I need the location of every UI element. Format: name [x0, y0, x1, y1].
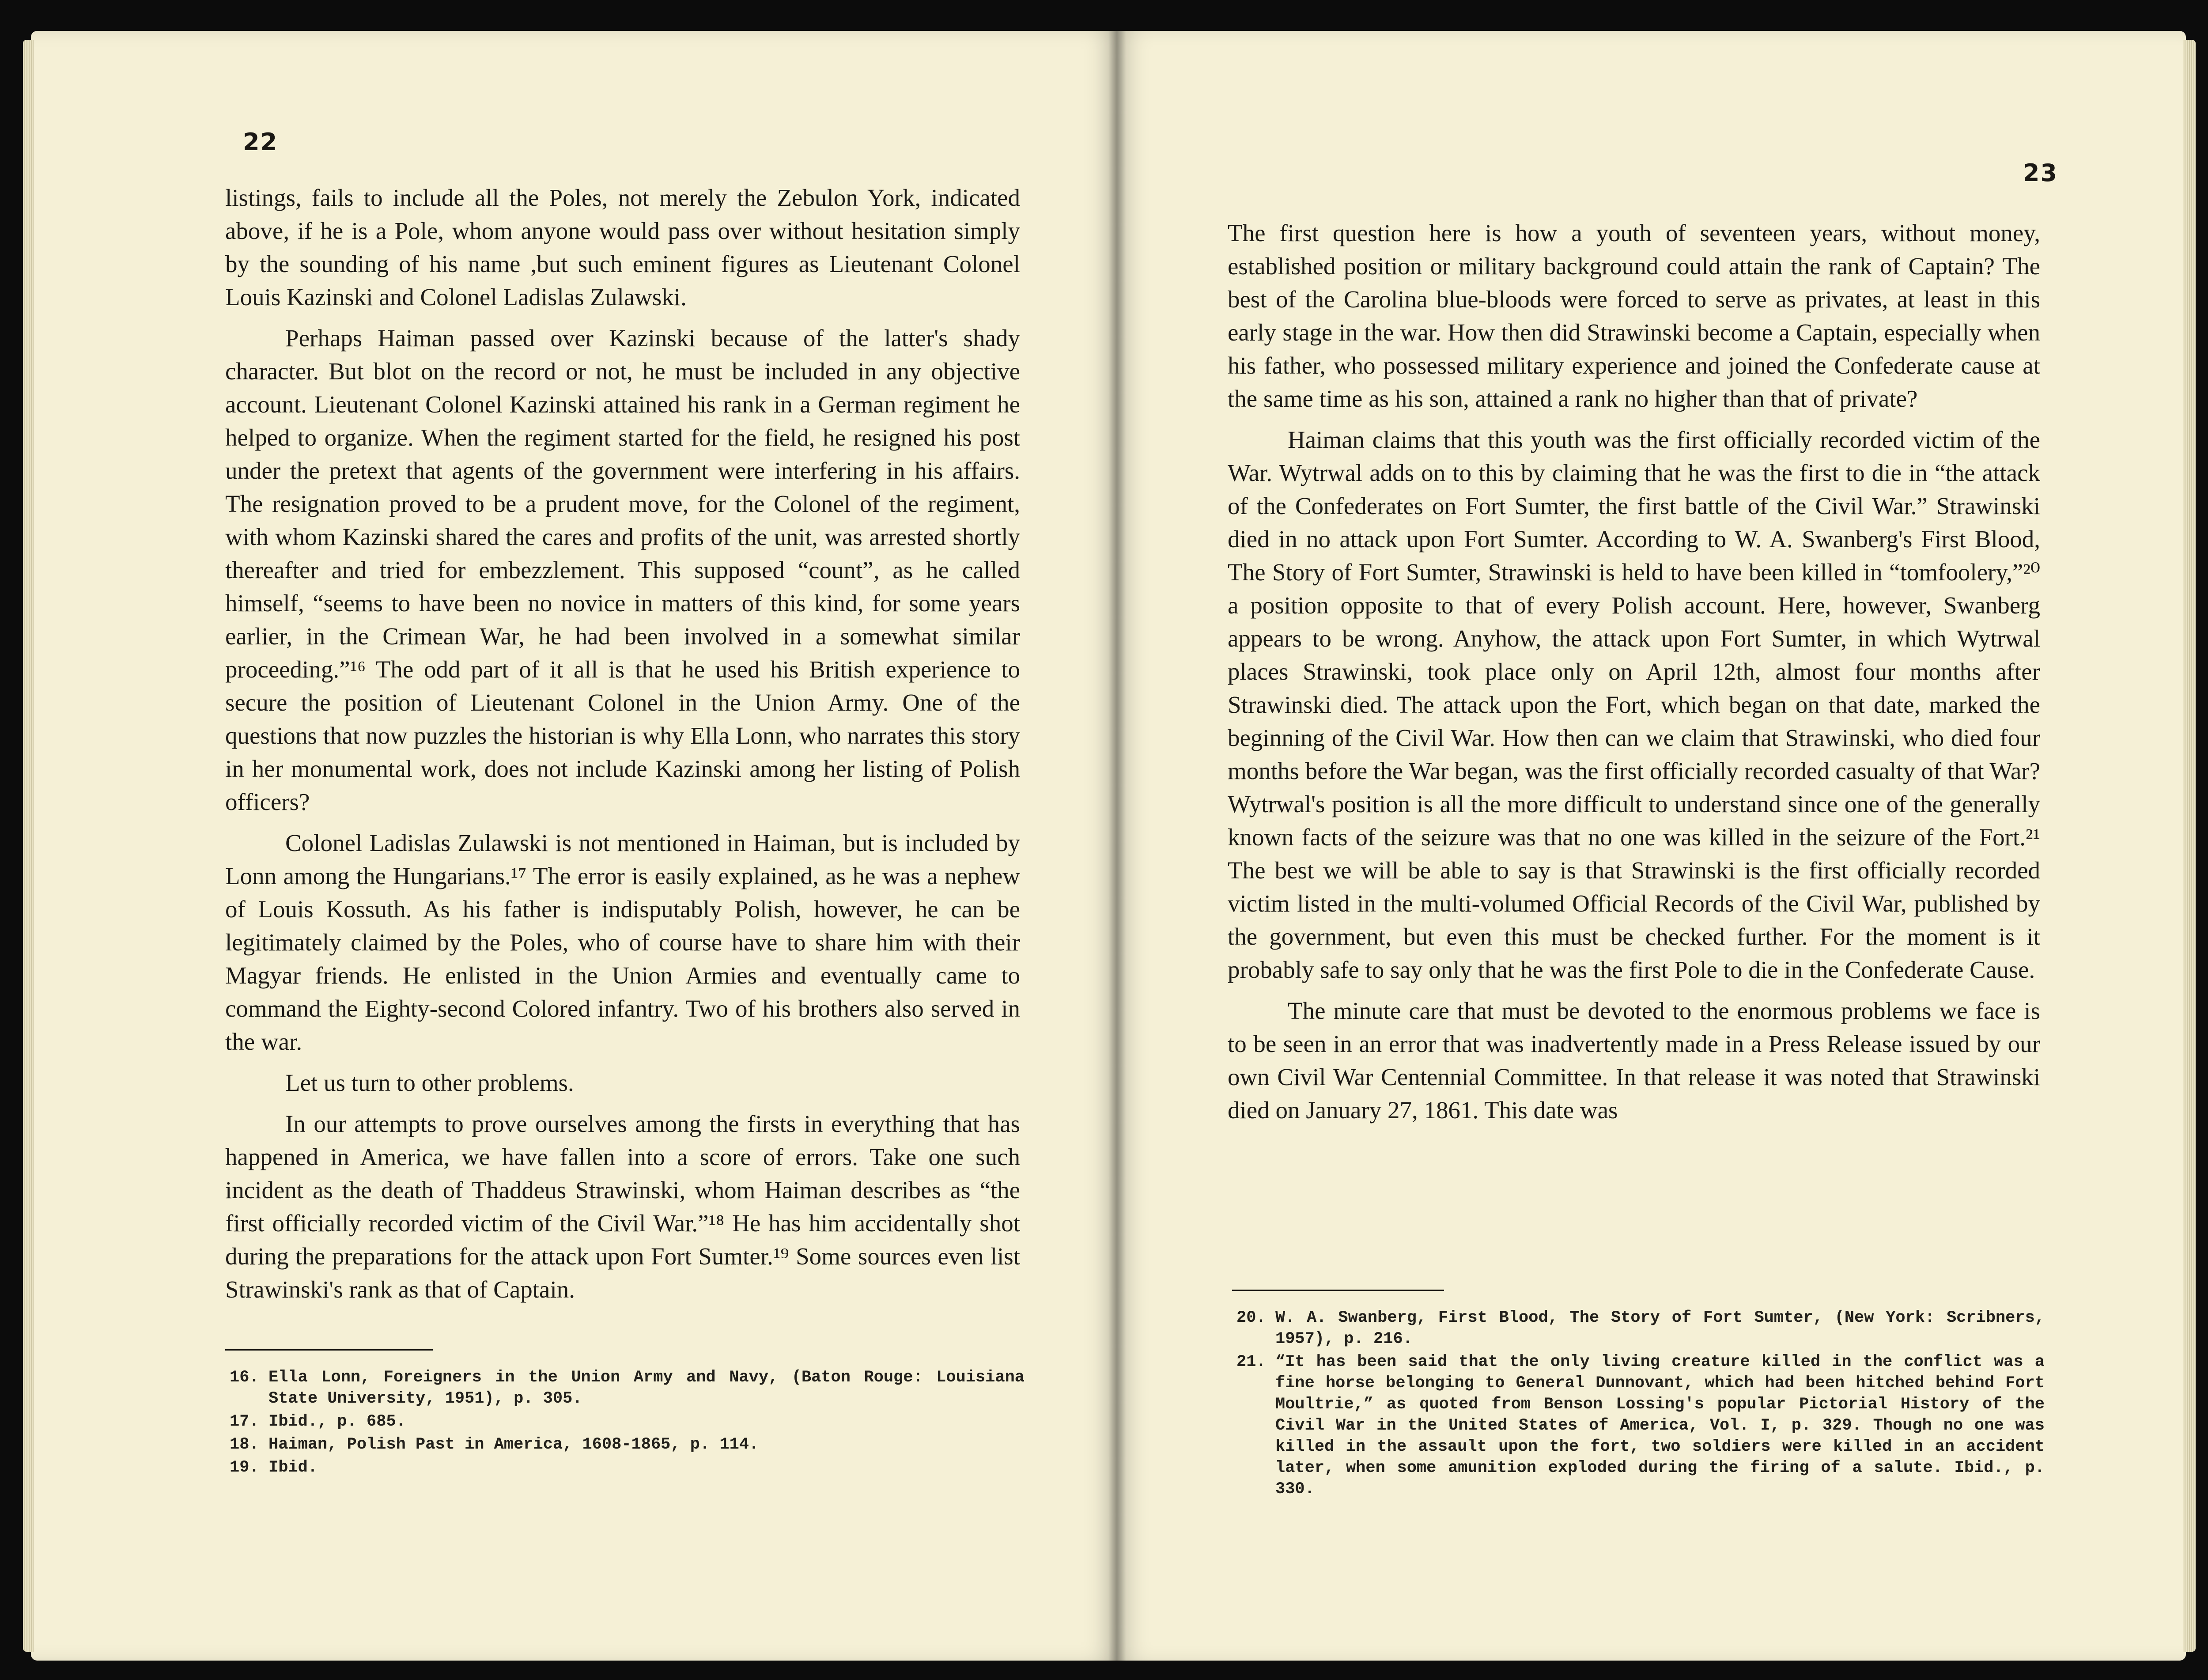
footnote: 19. Ibid. [230, 1458, 318, 1477]
paragraph: Colonel Ladislas Zulawski is not mentioned in Haiman, but is included by Lonn among the Hungarians.¹⁷ The error is easily explained, as he was a nephew of Louis Kossuth. As his father is indisputably Polish, however, he can be legitimately claimed by the Poles, who of course have to share him with their Magyar friends. He enlisted in the Union Armies and eventually came to command the Eighty-second Colored infantry. Two of his brothers also served in the war. [225, 829, 1020, 1055]
footnote: 17. Ibid., p. 685. [230, 1412, 406, 1431]
page-number-right: 23 [2023, 159, 2058, 187]
paragraph: The first question here is how a youth of seventeen years, without money, established position or military background could attain the rank of Captain? The best of the Carolina blue-bloods were forced to serve as privates, at least in this early stage in the war. How then did Strawinski become a Captain, especially when his father, who possessed military experience and joined the Confederate cause at the same time as his son, attained a rank no higher than that of private? [1228, 219, 2040, 412]
right-page [1117, 31, 2186, 1661]
paragraph: Haiman claims that this youth was the first officially recorded victim of the War. Wytrwal adds on to this by claiming that he was the first to die in “the attack of the Confederates on Fort Sumter, the first battle of the Civil War.” Strawinski died in no attack upon Fort Sumter. According to W. A. Swanberg's First Blood, The Story of Fort Sumter, Strawinski is held to have been killed in “tomfoolery,”²⁰ a position opposite to that of every Polish account. Here, however, Swanberg appears to be wrong. Anyhow, the attack upon Fort Sumter, in which Wytrwal places Strawinski, took place only on April 12th, almost four months after Strawinski died. The attack upon the Fort, which began on that date, marked the beginning of the Civil War. How then can we claim that Strawinski, who died four months before the War began, was the first officially recorded casualty of that War? Wytrwal's position is all the more difficult to understand since one of the generally known facts of the seizure was that no one was killed in the seizure of the Fort.²¹ The best we will be able to say is that Strawinski is the first officially recorded victim listed in the multi-volumed Official Records of the Civil War, published by the government, but even this must be checked further. For the moment is it probably safe to say only that he was the first Pole to die in the Confederate Cause. [1228, 426, 2040, 983]
right-page-edges [2183, 40, 2196, 1652]
left-page-edges [23, 40, 34, 1652]
left-footnotes [230, 1367, 1025, 1480]
footnote: 21. “It has been said that the only living creature killed in the conflict was a fine horse belonging to General Dunnovant, which had been hitched behind Fort Moultrie,” as quoted from Benson Lossing's popular Pictorial History of the Civil War in the United States of America, Vol. I, p. 329. Though no one was killed in the assault upon the fort, two soldiers were killed in an accident later, when some amunition exploded during the firing of a salute. Ibid., p. 330. [1236, 1353, 2045, 1498]
right-footnotes [1236, 1307, 2045, 1502]
footnote: 20. W. A. Swanberg, First Blood, The Story of Fort Sumter, (New York: Scribners, 1957), p. 216. [1236, 1309, 2045, 1348]
paragraph: In our attempts to prove ourselves among the firsts in everything that has happened in America, we have fallen into a score of errors. Take one such incident as the death of Thaddeus Strawinski, whom Haiman describes as “the first officially recorded victim of the Civil War.”¹⁸ He has him accidentally shot during the preparations for the attack upon Fort Sumter.¹⁹ Some sources even list Strawinski's rank as that of Captain. [225, 1110, 1020, 1303]
page-number-left: 22 [243, 128, 278, 156]
footnote: 18. Haiman, Polish Past in America, 1608-1865, p. 114. [230, 1435, 759, 1454]
paragraph: The minute care that must be devoted to the enormous problems we face is to be seen in an error that was inadvertently made in a Press Release issued by our own Civil War Centennial Committee. In that release it was noted that Strawinski died on January 27, 1861. This date was [1228, 997, 2040, 1124]
left-page [31, 31, 1117, 1661]
paragraph: listings, fails to include all the Poles, not merely the Zebulon York, indicated above, if he is a Pole, whom anyone would pass over without hesitation simply by the sounding of his name ,but such eminent figures as Lieutenant Colonel Louis Kazinski and Colonel Ladislas Zulawski. [225, 184, 1020, 310]
left-page-body [225, 181, 1020, 1306]
right-page-body [1228, 216, 2040, 1127]
footnote-rule [225, 1349, 433, 1351]
open-book [31, 31, 2186, 1661]
footnote-rule [1232, 1290, 1444, 1291]
footnote: 16. Ella Lonn, Foreigners in the Union Army and Navy, (Baton Rouge: Louisiana State University, 1951), p. 305. [230, 1368, 1025, 1408]
paragraph: Perhaps Haiman passed over Kazinski because of the latter's shady character. But blot on the record or not, he must be included in any objective account. Lieutenant Colonel Kazinski attained his rank in a German regiment he helped to organize. When the regiment started for the field, he resigned his post under the pretext that agents of the government were interfering in his affairs. The resignation proved to be a prudent move, for the Colonel of the regiment, with whom Kazinski shared the cares and profits of the unit, was arrested shortly thereafter and tried for embezzlement. This supposed “count”, as he called himself, “seems to have been no novice in matters of this kind, for some years earlier, in the Crimean War, he had been involved in a somewhat similar proceeding.”¹⁶ The odd part of it all is that he used his British experience to secure the position of Lieutenant Colonel in the Union Army. One of the questions that now puzzles the historian is why Ella Lonn, who narrates this story in her monumental work, does not include Kazinski among her listing of Polish officers? [225, 325, 1020, 815]
book-gutter [1108, 31, 1126, 1661]
paragraph: Let us turn to other problems. [285, 1069, 574, 1096]
